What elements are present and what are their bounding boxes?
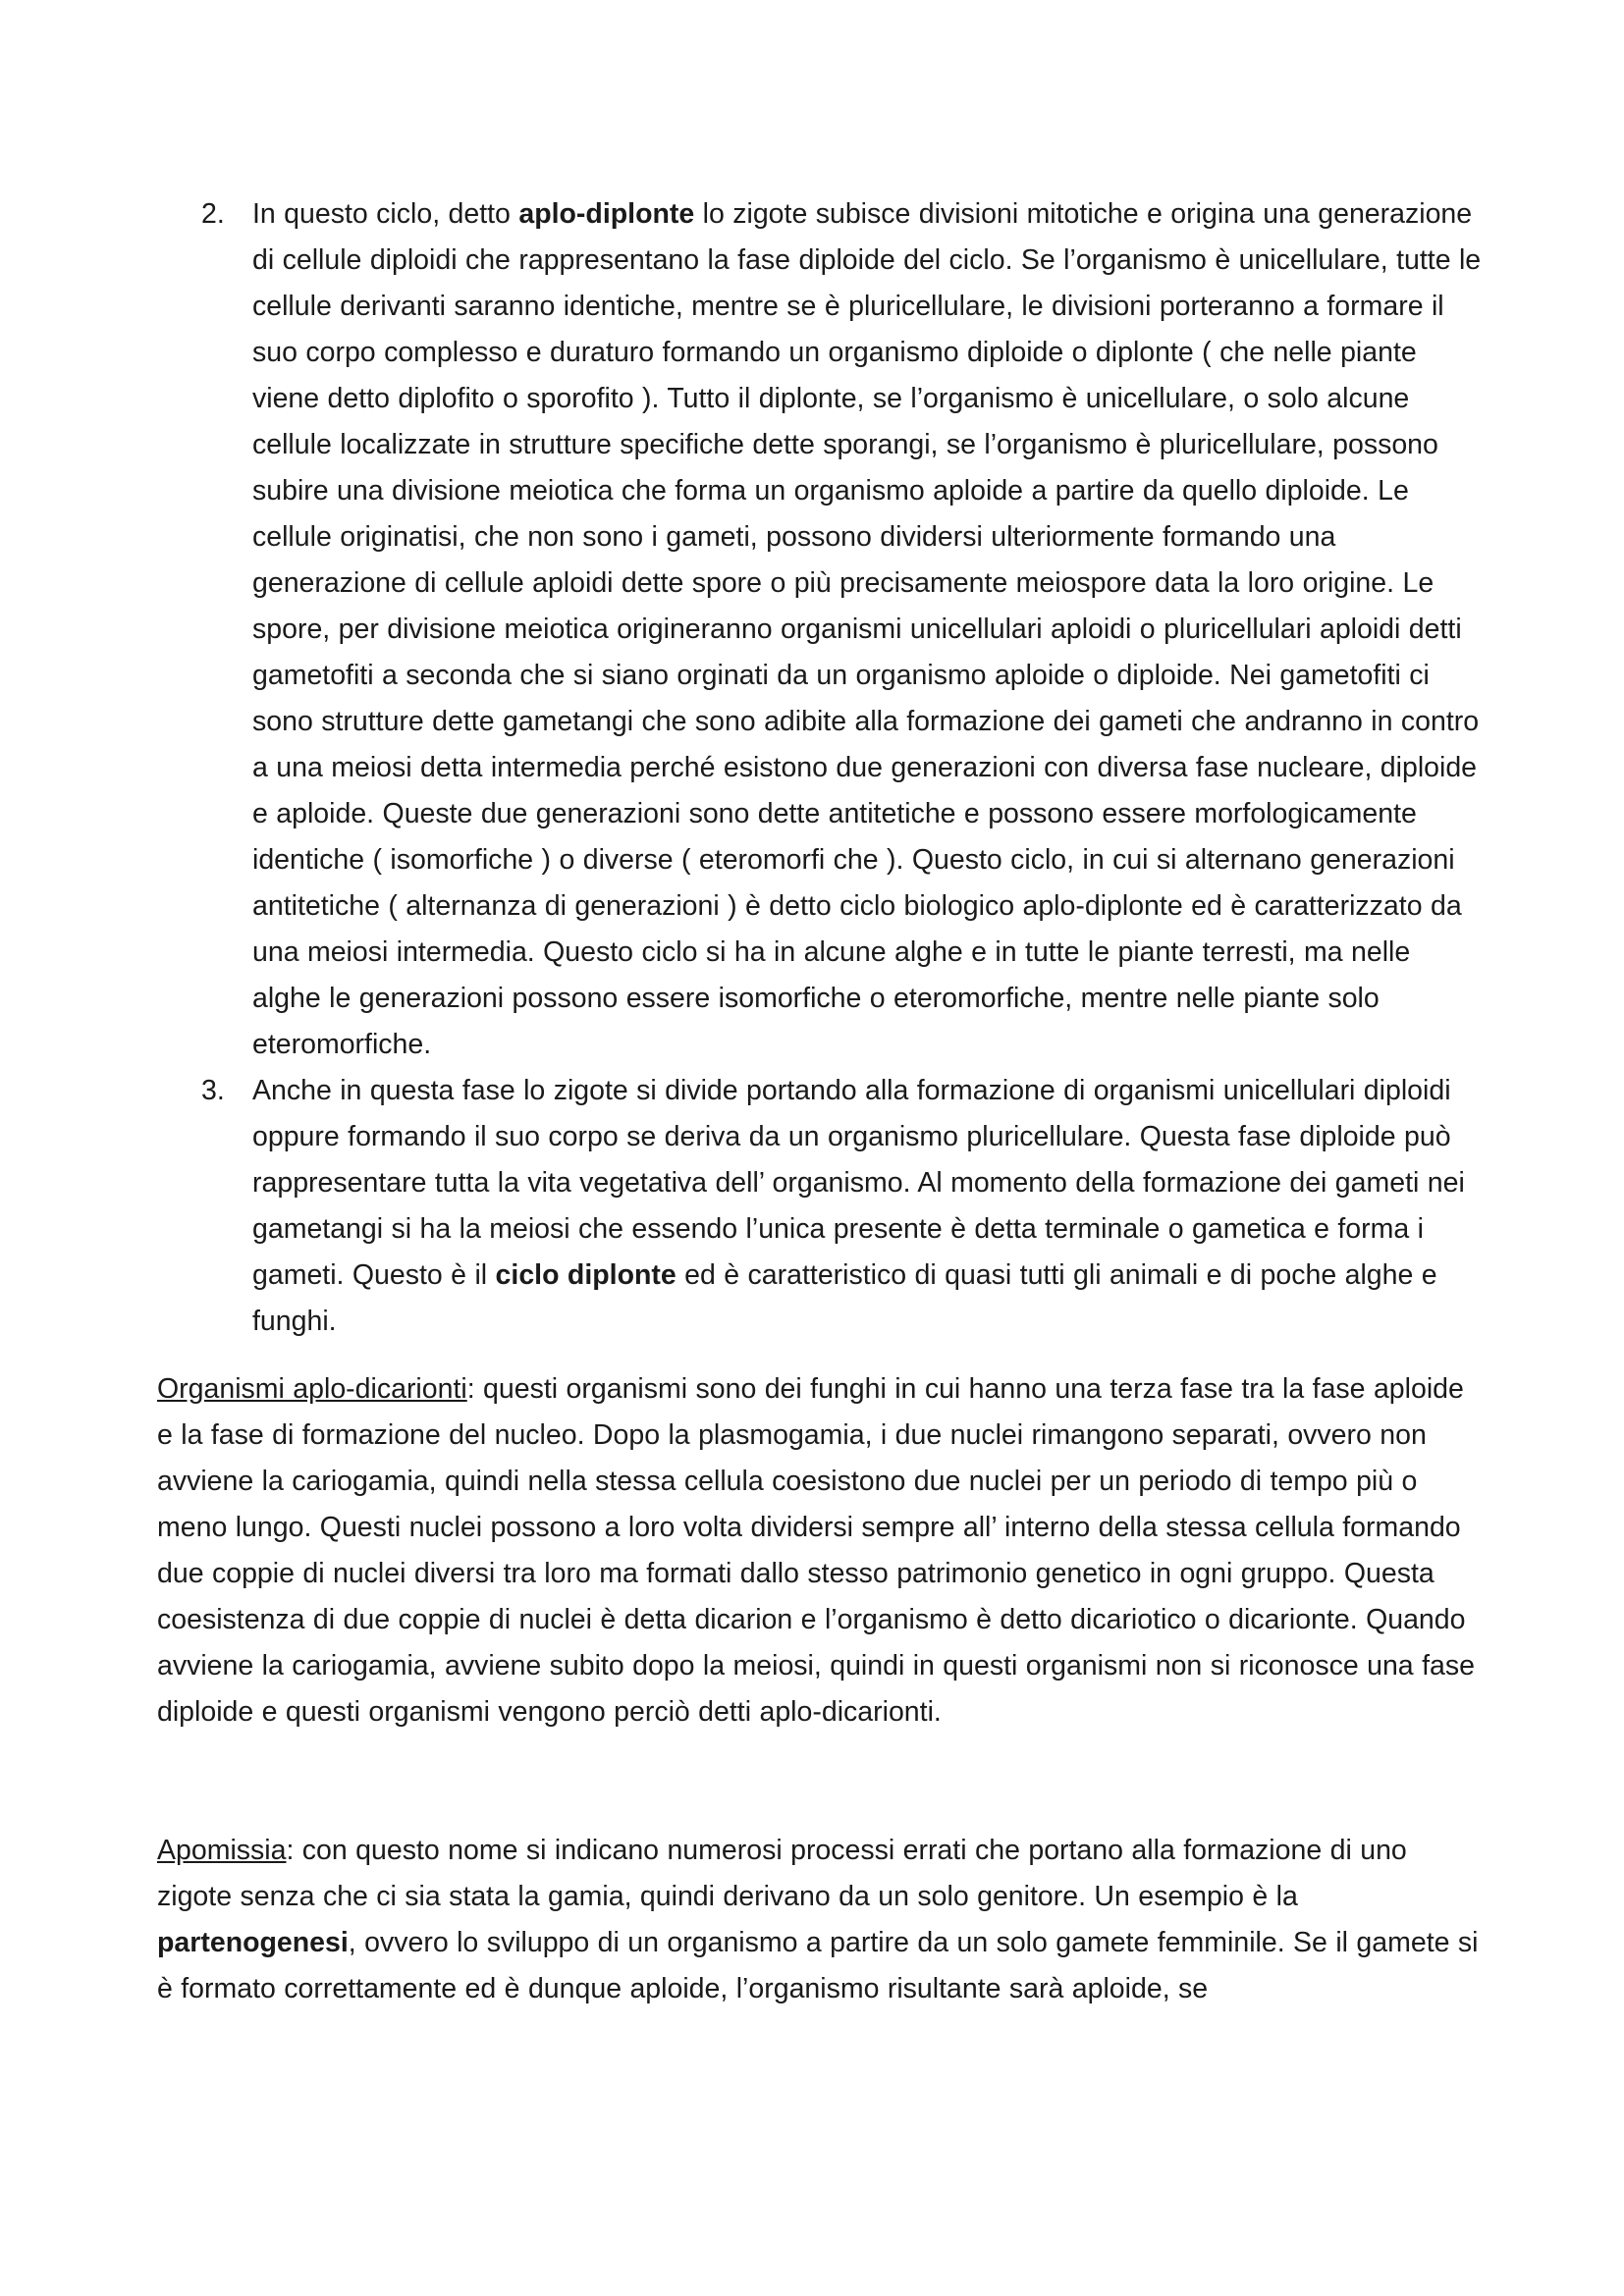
spacer: [157, 1735, 1483, 1828]
bold-term: aplo-diplonte: [518, 198, 695, 230]
text-span: : con questo nome si indicano numerosi processi errati che portano alla formazione di uno zigote senza che ci sia stata la gamia, quindi derivano da un solo genitore. Un esempio è la: [157, 1835, 1407, 1912]
bold-term: ciclo diplonte: [495, 1259, 677, 1291]
list-item-2: [157, 191, 1483, 1068]
section-heading: Organismi aplo-dicarionti: [157, 1373, 467, 1405]
text-span: ed è caratteristico di quasi tutti gli animali e di poche alghe e funghi.: [252, 1259, 1437, 1337]
paragraph-apomissia: [157, 1828, 1483, 2012]
text-span: lo zigote subisce divisioni mitotiche e origina una generazione di cellule diploidi che rappresentano la fase diploide del ciclo. Se l’organismo è unicellulare, tutte le cellule derivanti saranno identiche, mentre se è pluricellulare, le divisioni porteranno a formare il suo corpo complesso e duraturo formando un organismo diploide o diplonte ( che nelle piante viene detto diplofito o sporofito ). Tutto il diplonte, se l’organismo è unicellulare, o solo alcune cellule localizzate in strutture specifiche dette sporangi, se l’organismo è pluricellulare, possono subire una divisione meiotica che forma un organismo aploide a partire da quello diploide. Le cellule originatisi, che non sono i gameti, possono dividersi ulteriormente formando una generazione di cellule aploidi dette spore o più precisamente meiospore data la loro origine. Le spore, per divisione meiotica origineranno organismi unicellulari aploidi o pluricellulari aploidi detti gametofiti a seconda che si siano orginati da un organismo aploide o diploide. Nei gametofiti ci sono strutture dette gametangi che sono adibite alla formazione dei gameti che andranno in contro a una meiosi detta intermedia perché esistono due generazioni con diversa fase nucleare, diploide e aploide. Queste due generazioni sono dette antitetiche e possono essere morfologicamente identiche ( isomorfiche ) o diverse ( eteromorfi che ). Questo ciclo, in cui si alternano generazioni antitetiche ( alternanza di generazioni ) è detto ciclo biologico aplo-diplonte ed è caratterizzato da una meiosi intermedia. Questo ciclo si ha in alcune alghe e in tutte le piante terresti, ma nelle alghe le generazioni possono essere isomorfiche o eteromorfiche, mentre nelle piante solo eteromorfiche.: [252, 198, 1482, 1060]
spacer: [157, 1345, 1483, 1366]
list-item-3: [157, 1068, 1483, 1345]
list-number: 2.: [201, 198, 225, 230]
paragraph-diplonte: [252, 1068, 1483, 1345]
page-content: [157, 191, 1483, 2012]
text-span: : questi organismi sono dei funghi in cui hanno una terza fase tra la fase aploide e la fase di formazione del nucleo. Dopo la plasmogamia, i due nuclei rimangono separati, ovvero non avviene la cariogamia, quindi nella stessa cellula coesistono due nuclei per un periodo di tempo più o meno lungo. Questi nuclei possono a loro volta dividersi sempre all’ interno della stessa cellula formando due coppie di nuclei diversi tra loro ma formati dallo stesso patrimonio genetico in ogni gruppo. Questa coesistenza di due coppie di nuclei è detta dicarion e l’organismo è detto dicariotico o dicarionte. Quando avviene la cariogamia, avviene subito dopo la meiosi, quindi in questi organismi non si riconosce una fase diploide e questi organismi vengono perciò detti aplo-dicarionti.: [157, 1373, 1475, 1728]
bold-term: partenogenesi: [157, 1927, 349, 1958]
paragraph-aplo-dicarionti: [157, 1366, 1483, 1735]
text-span: In questo ciclo, detto: [252, 198, 519, 230]
section-heading: Apomissia: [157, 1835, 287, 1866]
paragraph-aplo-diplonte: [252, 191, 1483, 1068]
text-span: Anche in questa fase lo zigote si divide portando alla formazione di organismi unicellulari diploidi oppure formando il suo corpo se deriva da un organismo pluricellulare. Questa fase diploide può rappresentare tutta la vita vegetativa dell’ organismo. Al momento della formazione dei gameti nei gametangi si ha la meiosi che essendo l’unica presente è detta terminale o gametica e forma i gameti. Questo è il: [252, 1075, 1465, 1291]
text-span: , ovvero lo sviluppo di un organismo a partire da un solo gamete femminile. Se il gamete si è formato correttamente ed è dunque aploide, l’organismo risultante sarà aploide, se: [157, 1927, 1479, 2004]
list-number: 3.: [201, 1075, 225, 1106]
